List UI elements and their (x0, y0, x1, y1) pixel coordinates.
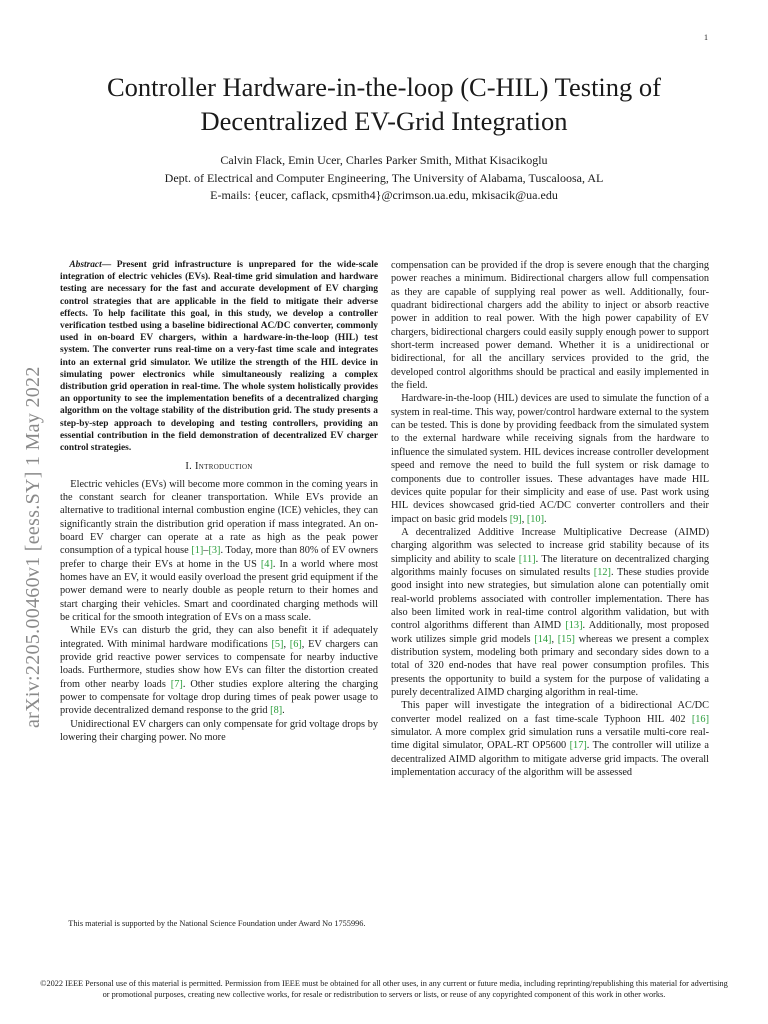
copyright-notice: ©2022 IEEE Personal use of this material is permitted. Permission from IEEE must be obtained for all other uses, in any current or future media, including reprinting/republishing this material for advertising or promotional purposes, creating new collective works, for resale or redistribution to servers or lists, or reuse of any copyrighted component of this work in other works. (40, 979, 728, 999)
text-run: . (544, 513, 547, 525)
right-column (391, 259, 709, 779)
text-run: While EVs can disturb the grid, they can also benefit it if adequately integrated. With minimal hardware modifications (60, 625, 378, 650)
text-run: . The controller will utilize a decentralized AIMD algorithm to mitigate adverse grid impacts. The overall implementation accuracy of the algorithm will be assessed (391, 740, 709, 779)
citation-link[interactable]: [4] (260, 558, 273, 570)
citation-link[interactable]: [6] (289, 638, 302, 650)
author-list: Calvin Flack, Emin Ucer, Charles Parker Smith, Mithat Kisacikoglu (220, 153, 548, 167)
right-paragraph-2 (391, 392, 709, 525)
text-run: Hardware-in-the-loop (HIL) devices are used to simulate the function of a system in real-time. This way, power/control hardware external to the system can be tested. This is done by providing feedback from the simulated system to the external hardware while receiving signals from the hardware to influence the simulated system. HIL devices increase controller development speed and remove the need to build the full system or risk damage to components due to controller issues. These advantages have made HIL devices quite popular for their simplicity and ease of use. Past work using HIL devices showcased grid-tied AC/DC converter controllers and their impact on basic grid models (391, 393, 709, 525)
arxiv-identifier: arXiv:2205.00460v1 [eess.SY] 1 May 2022 (22, 366, 44, 728)
right-paragraph-4 (391, 699, 709, 779)
text-run: simulator. A more complex grid simulation runs a versatile multi-core real-time digital simulator, OPAL-RT OP5600 (391, 727, 709, 752)
citation-link[interactable]: [10] (526, 513, 545, 525)
text-run: – (203, 545, 209, 557)
citation-link[interactable]: [16] (691, 713, 709, 725)
citation-link[interactable]: [8] (270, 705, 283, 717)
paper-title (0, 70, 768, 138)
text-run: . Today, more than 80% of EV owners prefer to charge their EVs at home in the US (60, 545, 379, 570)
intro-paragraph-3: Unidirectional EV chargers can only compensate for grid voltage drops by lowering their charging power. No more (60, 718, 378, 744)
text-run: , (521, 513, 527, 525)
text-run: . These studies provide good insight into new strategies, but simulation alone can potentially omit real-world problems associated with controller implementation. There has also been limited work in real-time control algorithm validation, but with control algorithms different than AIMD (391, 566, 709, 632)
text-run: , (283, 638, 290, 650)
title-line-2: Decentralized EV-Grid Integration (200, 106, 568, 136)
text-run: whereas we present a complex distribution system, modeling both primary and secondary sides down to a total of 320 end-nodes that have real power consumption profiles. This presents the opportunity to build a system for the purpose of validating a purely decentralized AIMD charging algorithm in real-time. (391, 633, 709, 698)
section-heading-introduction (60, 460, 378, 473)
text-run: , EV chargers can provide grid reactive power services to compensate for nearby inductive loads. Furthermore, studies show how EVs can filter the distortion created from other nearby loads (60, 638, 378, 690)
abstract (60, 259, 378, 454)
citation-link[interactable]: [11] (518, 553, 536, 565)
abstract-dash: — (101, 260, 117, 270)
citation-link[interactable]: [17] (569, 740, 587, 752)
citation-link[interactable]: [15] (557, 633, 575, 645)
citation-link[interactable]: [7] (170, 678, 183, 690)
citation-link[interactable]: [9] (509, 513, 522, 525)
page-number: 1 (704, 33, 708, 42)
citation-link[interactable]: [3] (208, 545, 221, 557)
section-number: I. (185, 461, 195, 473)
text-run: Electric vehicles (EVs) will become more common in the coming years in the constant search for cleaner transportation. While EVs provide an alternative to traditional internal combustion engine (ICE) vehicles, they can significantly strain the distribution grid operation if mass integrated. An on-board EV charger can operate at a rate as high as the peak power consumption of a typical house (60, 478, 378, 557)
abstract-text: Present grid infrastructure is unprepared for the wide-scale integration of electric vehicles (EVs). Real-time grid simulation and hardware testing are necessary for the fast and accurate development of EV charging control strategies that are applicable in the field to mitigate their adverse effects. To help facilitate this goal, in this study, we develop a controller verification testbed using a baseline bidirectional AC/DC converter, commonly used in on-board EV chargers, within a hardware-in-the-loop (HIL) test system. The converter runs real-time on a very-fast time scale and integrates into an external grid simulator. We utilize the strength of the HIL device in simulating power electronics while simultaneously realizing a complex distribution grid operation in real-time. The whole system holistically provides an opportunity to see the implementation benefits of a decentralized charging algorithm on the voltage stability of the distribution grid. The study presents a step-by-step approach to developing and testing controllers, providing an essential contribution in the field demonstration of decentralized EV charger control strategies. (60, 260, 379, 454)
intro-paragraph-2 (60, 624, 378, 717)
title-line-1: Controller Hardware-in-the-loop (C-HIL) Testing of (107, 72, 661, 102)
affiliation: Dept. of Electrical and Computer Engineering, The University of Alabama, Tuscaloosa, AL (164, 171, 604, 185)
section-title: Introduction (195, 461, 253, 473)
text-run: . The literature on decentralized charging algorithms mainly focuses on simulated results (391, 553, 709, 578)
left-column (60, 259, 378, 744)
text-run: This paper will investigate the integration of a bidirectional AC/DC converter model realized on a fast time-scale Typhoon HIL 402 (391, 700, 709, 725)
text-run: . Other studies explore altering the charging power to compensate for voltage drop during times of peak power usage to provide decentralized demand response to the grid (60, 678, 378, 717)
right-paragraph-3 (391, 526, 709, 699)
citation-link[interactable]: [14] (534, 633, 552, 645)
intro-paragraph-1 (60, 478, 378, 625)
citation-link[interactable]: [13] (565, 620, 583, 632)
text-run: , (551, 633, 558, 645)
abstract-label: Abstract (69, 260, 102, 270)
footnote: This material is supported by the National Science Foundation under Award No 1755996. (68, 919, 366, 928)
text-run: A decentralized Additive Increase Multiplicative Decrease (AIMD) charging algorithm was selected to increase grid stability because of its simplicity and ability to scale (391, 526, 709, 565)
text-run: . In a world where most homes have an EV, it would easily overload the present grid equipment if the power demand were to nearly double as people return to their homes and start charging their vehicles. Smart and coordinated charging methods will be critical for the smooth integration of EVs on a mass scale. (60, 558, 378, 624)
citation-link[interactable]: [1] (191, 545, 204, 557)
citation-link[interactable]: [5] (271, 638, 284, 650)
right-paragraph-1: compensation can be provided if the drop is severe enough that the charging power reaches a minimum. Bidirectional chargers allow full compensation as they are capable of supplying real power as well. Additionally, four-quadrant bidirectional chargers add the ability to inject or absorb reactive power in addition to real power. With the high power capability of EV chargers, bidirectional chargers could easily supply enough power to support short-term increased power demand. Whether it is a unidirectional or bidirectional, for all the ancillary services provided to the grid, the developed control algorithms should be practical and easily implemented in the field. (391, 260, 709, 392)
citation-link[interactable]: [12] (593, 566, 611, 578)
contact-emails: E-mails: {eucer, caflack, cpsmith4}@crimson.ua.edu, mkisacik@ua.edu (210, 188, 558, 202)
text-run: . (282, 705, 285, 717)
text-run: . Additionally, most proposed work utilizes simple grid models (391, 620, 709, 645)
